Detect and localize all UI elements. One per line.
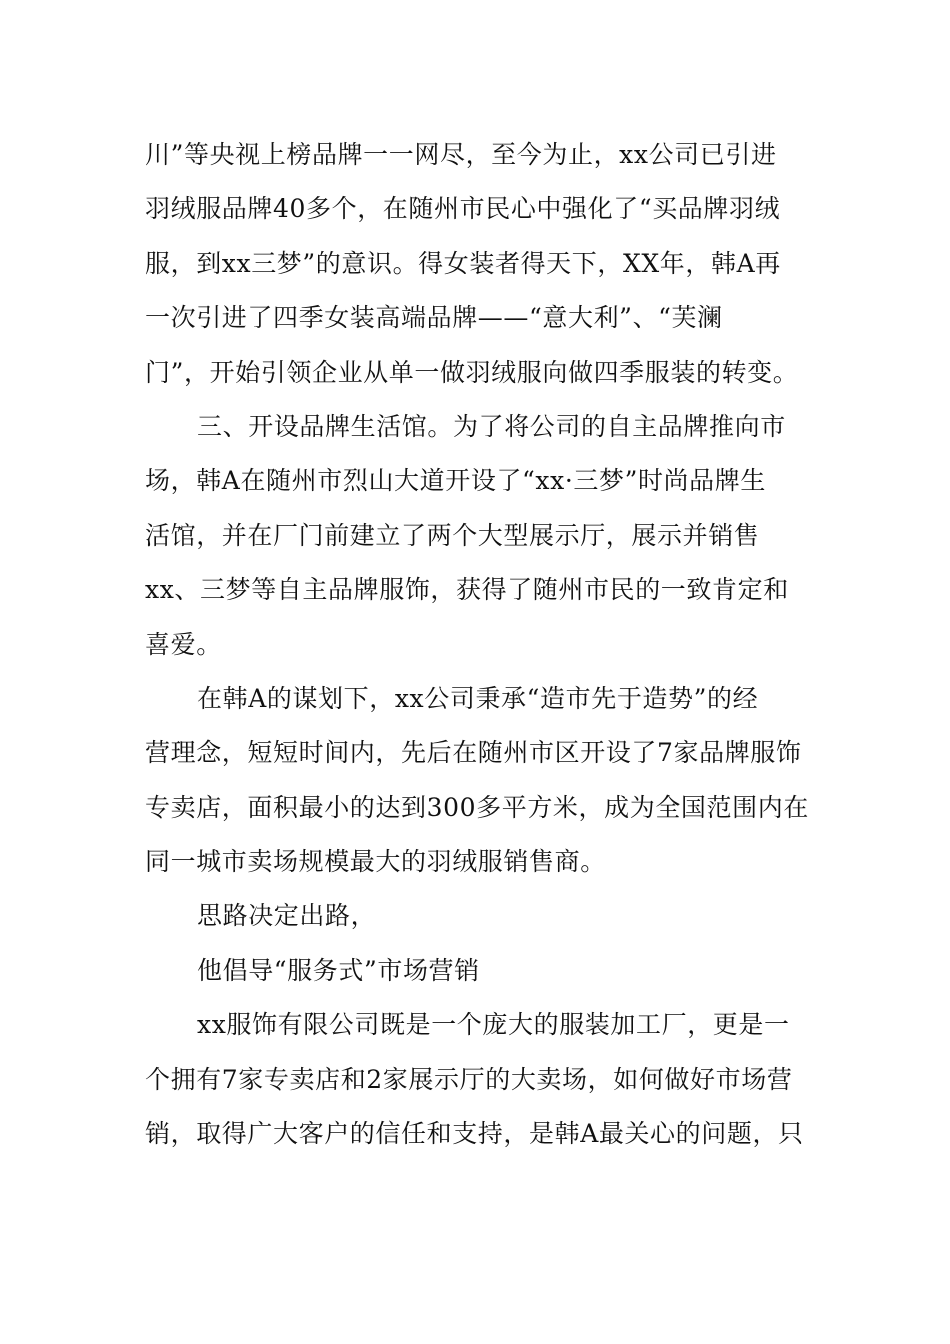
text-line: 他倡导“服务式”市场营销: [197, 955, 480, 985]
text-line: 三、开设品牌生活馆。为了将公司的自主品牌推向市: [197, 411, 786, 441]
text-line: 喜爱。: [145, 629, 222, 659]
text-line: 羽绒服品牌40多个，在随州市民心中强化了“买品牌羽绒: [145, 194, 781, 224]
text-line: 场，韩A在随州市烈山大道开设了“xx·三梦”时尚品牌生: [145, 466, 766, 496]
text-line: 活馆，并在厂门前建立了两个大型展示厅，展示并销售: [145, 520, 760, 550]
text-line: 川”等央视上榜品牌一一网尽，至今为止，xx公司已引进: [145, 140, 777, 169]
text-line: 专卖店，面积最小的达到300多平方米，成为全国范围内在: [145, 792, 809, 822]
text-line: 营理念，短短时间内，先后在随州市区开设了7家品牌服饰: [145, 738, 802, 768]
body-text: [145, 128, 810, 1161]
text-line: 服，到xx三梦”的意识。得女装者得天下，XX年，韩A再: [145, 248, 781, 278]
text-line: 门”，开始引领企业从单一做羽绒服向做四季服装的转变。: [145, 357, 799, 387]
text-line: xx服饰有限公司既是一个庞大的服装加工厂，更是一: [197, 1010, 790, 1040]
text-line: 同一城市卖场规模最大的羽绒服销售商。: [145, 847, 606, 877]
text-line: 个拥有7家专卖店和2家展示厅的大卖场，如何做好市场营: [145, 1064, 793, 1094]
text-line: 销，取得广大客户的信任和支持，是韩A最关心的问题，只: [145, 1119, 804, 1149]
text-line: xx、三梦等自主品牌服饰，获得了随州市民的一致肯定和: [145, 575, 789, 605]
text-line: 思路决定出路，: [197, 901, 377, 931]
text-line: 在韩A的谋划下，xx公司秉承“造市先于造势”的经: [197, 683, 759, 713]
text-line: 一次引进了四季女装高端品牌——“意大利”、“芙澜: [145, 303, 723, 333]
